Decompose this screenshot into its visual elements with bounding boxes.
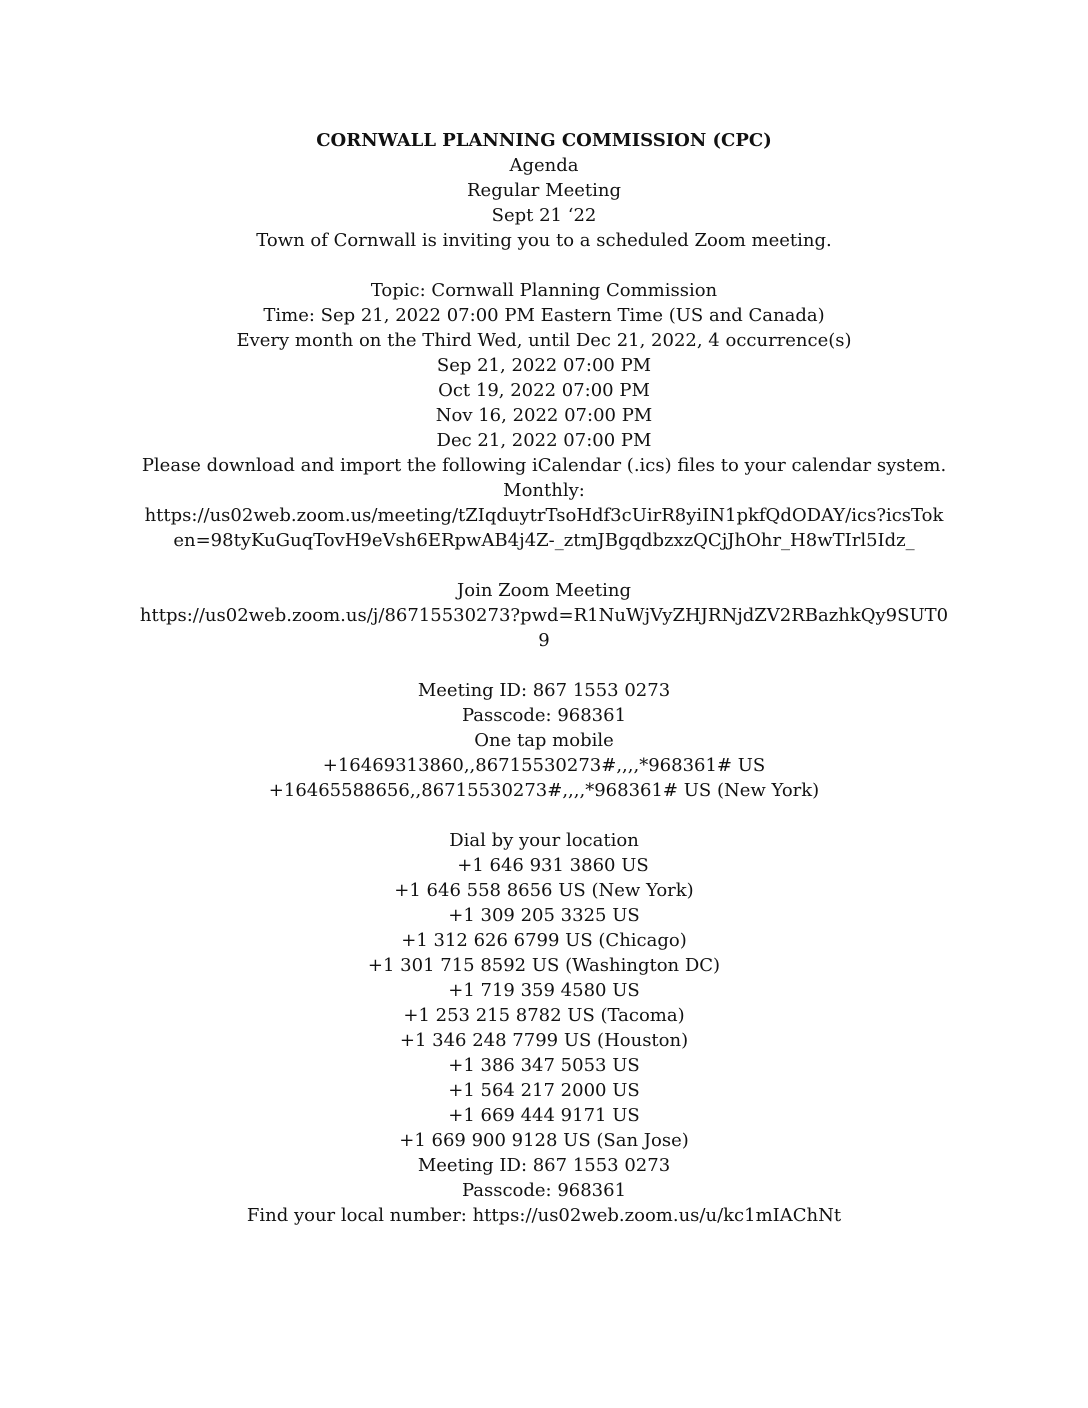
dial-number: +1 253 215 8782 US (Tacoma) [403, 1005, 685, 1026]
dial-number: +1 346 248 7799 US (Houston) [399, 1030, 689, 1051]
invite-text: Town of Cornwall is inviting you to a scheduled Zoom meeting. [256, 230, 832, 251]
occurrence-item: Nov 16, 2022 07:00 PM [435, 405, 653, 426]
one-tap-label: One tap mobile [474, 730, 614, 751]
meeting-type: Regular Meeting [467, 180, 621, 201]
agenda-document [0, 128, 1088, 1228]
join-label: Join Zoom Meeting [457, 580, 631, 601]
meeting-date: Sept 21 ‘22 [491, 205, 597, 226]
dial-number: +1 669 444 9171 US [448, 1105, 640, 1126]
meeting-time: Time: Sep 21, 2022 07:00 PM Eastern Time (US and Canada) [263, 305, 825, 326]
dial-number: +1 312 626 6799 US (Chicago) [401, 930, 687, 951]
ics-note: Please download and import the following iCalendar (.ics) files to your calendar system. [141, 455, 947, 476]
spacer [0, 803, 1088, 828]
spacer [0, 253, 1088, 278]
ics-link-line1[interactable]: https://us02web.zoom.us/meeting/tZIqduytrTsoHdf3cUirR8yiIN1pkfQdODAY/ics?icsTok [144, 505, 944, 526]
occurrence-item: Oct 19, 2022 07:00 PM [438, 380, 650, 401]
spacer [0, 553, 1088, 578]
ics-link-line2[interactable]: en=98tyKuGuqTovH9eVsh6ERpwAB4j4Z-_ztmJBgqdbzxzQCjJhOhr_H8wTIrl5Idz_ [173, 530, 915, 551]
dial-number: +1 564 217 2000 US [448, 1080, 640, 1101]
passcode: Passcode: 968361 [461, 705, 627, 726]
meeting-id: Meeting ID: 867 1553 0273 [417, 680, 671, 701]
monthly-label: Monthly: [503, 480, 585, 501]
occurrence-item: Sep 21, 2022 07:00 PM [436, 355, 652, 376]
join-link-line2[interactable]: 9 [538, 630, 550, 651]
dial-number: +1 301 715 8592 US (Washington DC) [367, 955, 721, 976]
one-tap-number[interactable]: +16465588656,,86715530273#,,,,*968361# US (New York) [268, 780, 820, 801]
dial-number: +1 386 347 5053 US [448, 1055, 640, 1076]
dial-number: +1 309 205 3325 US [448, 905, 640, 926]
agenda-label: Agenda [509, 155, 579, 176]
dial-passcode: Passcode: 968361 [461, 1180, 627, 1201]
spacer [0, 653, 1088, 678]
dial-number: +1 669 900 9128 US (San Jose) [399, 1130, 689, 1151]
dial-number: +1 646 558 8656 US (New York) [394, 880, 694, 901]
meeting-topic: Topic: Cornwall Planning Commission [370, 280, 718, 301]
local-number-link[interactable]: Find your local number: https://us02web.zoom.us/u/kc1mIAChNt [246, 1205, 842, 1226]
dial-number: +1 646 931 3860 US [457, 855, 649, 876]
join-link-line1[interactable]: https://us02web.zoom.us/j/86715530273?pwd=R1NuWjVyZHJRNjdZV2RBazhkQy9SUT0 [139, 605, 949, 626]
meeting-recurrence: Every month on the Third Wed, until Dec 21, 2022, 4 occurrence(s) [236, 330, 852, 351]
occurrence-item: Dec 21, 2022 07:00 PM [436, 430, 652, 451]
one-tap-number[interactable]: +16469313860,,86715530273#,,,,*968361# US [322, 755, 766, 776]
dial-label: Dial by your location [449, 830, 639, 851]
document-title: CORNWALL PLANNING COMMISSION (CPC) [316, 130, 772, 151]
dial-number: +1 719 359 4580 US [448, 980, 640, 1001]
dial-meeting-id: Meeting ID: 867 1553 0273 [417, 1155, 671, 1176]
